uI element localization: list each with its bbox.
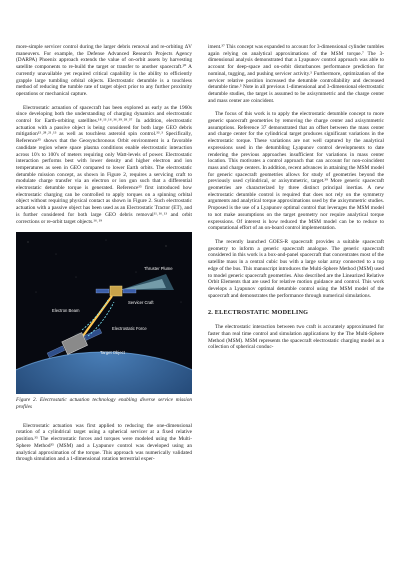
label-thruster-plume: Thruster Plume [144,266,173,272]
label-electrostatic-force: Electrostatic Force [112,326,147,332]
right-column [208,44,384,358]
figure-illustration [16,232,192,394]
body-paragraph: The electrostatic interaction between two craft is accurately approximated for faster than real time control and simulation applications by the The Multi-Sphere Method (MSM). MSM represents the spacecraft electrostatic charging model as a collection of spherical conduc- [208,324,384,351]
body-paragraph: The recently launched GOES-R spacecraft provides a suitable spacecraft geometry to inform a generic spacecraft analogue. The generic spacecraft considered in this work is a box-and-panel spacecraft that concentrates most of the satellite mass in a central cubic bus with a large solar array connected to a top edge of the bus. This manuscript introduces the Multi-Sphere Method (MSM) used to model generic spacecraft geometries. Also described are the Linearized Relative Orbit Elements that are used for relative motion guidance and control. This work develops a Lyapunov optimal detumble control using the MSM model of the spacecraft and demonstrates the performance through numerical simulations. [208,238,384,299]
figure-caption: Figure 2. Electrostatic actuation technology enabling diverse service mission profiles [16,397,192,410]
label-servicer-craft: Servicer Craft [128,300,154,306]
figure-electrostatic-actuation [16,232,192,394]
body-paragraph: The focus of this work is to apply the electrostatic detumble concept to more generic spacecraft geometries by removing the charge center and axisymmetric assumptions. Reference 37 demonstrated that an offset between the mass center and charge center for the cylindrical target produces significant variations in the electrostatic torque. These variations are not well captured by the analytical expressions used in the detumbling Lyapunov control developments to date rendering the previous approaches insufficient for variations in mass center location. This motivates a control approach that can account for non-coincident mass and charge centers. In addition, recent advances in attaining the MSM model for generic spacecraft geometries allows for study of geometries beyond the previously used cylindrical, or axisymmetric, target.³⁹ More generic spacecraft geometries are characterized by three distinct principal inertias. A new electrostatic detumble control is required that does not rely on the symmetry arguments and analytical torque approximations used by the axisymmetric studies. Proposed is the use of a Lyapunov optimal control that leverages the MSM model to not make assumptions on the target geometry nor require analytical torque expressions. Of interest is how reduced the MSM model can be to reduce to computational effort of an on-board control implementation. [208,111,384,232]
left-column [16,44,192,470]
section-heading: 2. ELECTROSTATIC MODELING [208,309,309,317]
label-target-object: Target Object [100,350,125,356]
body-paragraph: more-simple servicer control during the larger debris removal and re-orbiting ΔV maneuvers. For example, the Defense Advanced Research Projects Agency (DARPA) Phoenix approach extends the value of on-orbit assets by harvesting satellite components to re-build the target or transfer to another spacecraft.²⁰ A currently unavailable yet required critical capability is the ability to efficiently grapple large tumbling orbital objects. Electrostatic detumble is a touchless method of reducing the tumble rate of target object prior to any further proximity operations or mechanical capture. [16,44,192,97]
body-paragraph: Electrostatic actuation was first applied to reducing the one-dimensional rotation of a cylindrical target using a spherical servicer at a fixed relative position.³⁵ The electrostatic forces and torques were modeled using the Multi-Sphere Method³⁵ (MSM) and a Lyapunov control was developed using an analytical approximation of the torque. This approach was numerically validated through simulation and a 1-dimensional rotation terrestrial exper- [16,422,192,463]
label-electron-beam: Electron Beam [52,308,80,314]
body-paragraph: Electrostatic actuation of spacecraft has been explored as early as the 1960s since developing both the understanding of charging dynamics and electrostatic control for Earth-orbiting satellites.¹⁸˒¹³˒¹⁶˒³⁶˒³⁹˒²⁸˒³⁷ In addition, electrostatic actuation with a passive object is being considered for both large GEO debris mitigation¹⁵˒²⁸˒²¹˒¹³ as well as touchless asteroid spin control.³³˒³ Specifically, Reference³⁵ shows that the Geosynchronous Orbit environment is a favorable candidate region where space plasma conditions enable electrostatic interaction across 10's to 100's of meters requiring only Watt-levels of power. Electrostatic interaction performs best with lower density and higher electron and ion temperatures as seen in GEO compared to lower Earth orbits. The electrostatic detumble mission concept, as shown in Figure 2, requires a servicing craft to modulate charge transfer via an electron or ion gun such that a differential electrostatic detumble torque is generated. Reference³⁵ first introduced how electrostatic charging can be controlled to apply torques on a spinning orbital object without requiring physical contact as shown in Figure 2. Such electrostatic actuation with a passive object has been used as an Electrostatic Tractor (ET), and is further considered for both large GEO debris removal¹¹˒¹⁶˒¹³ and orbit corrections or re-orbit target objects.¹⁶˒¹⁹ [16,104,192,225]
body-paragraph: iment.³⁷ This concept was expanded to account for 3-dimensional cylinder tumbles again relying on analytical approximations of the MSM torque.⁷ The 3-dimensional analysis demonstrated that a Lyapunov control approach was able to account for deep-space and on-orbit disturbances performance prediction for nominal, tugging, and pushing servicer activity.⁵ Furthermore, optimization of the servicer relative position increased the detumble controllability and decreased detumble time.⁵ Note in all previous 1-dimensional and 3-dimensional electrostatic detumble studies, the target is assumed to be axisymmetric and the charge center and mass center are coincident. [208,44,385,104]
